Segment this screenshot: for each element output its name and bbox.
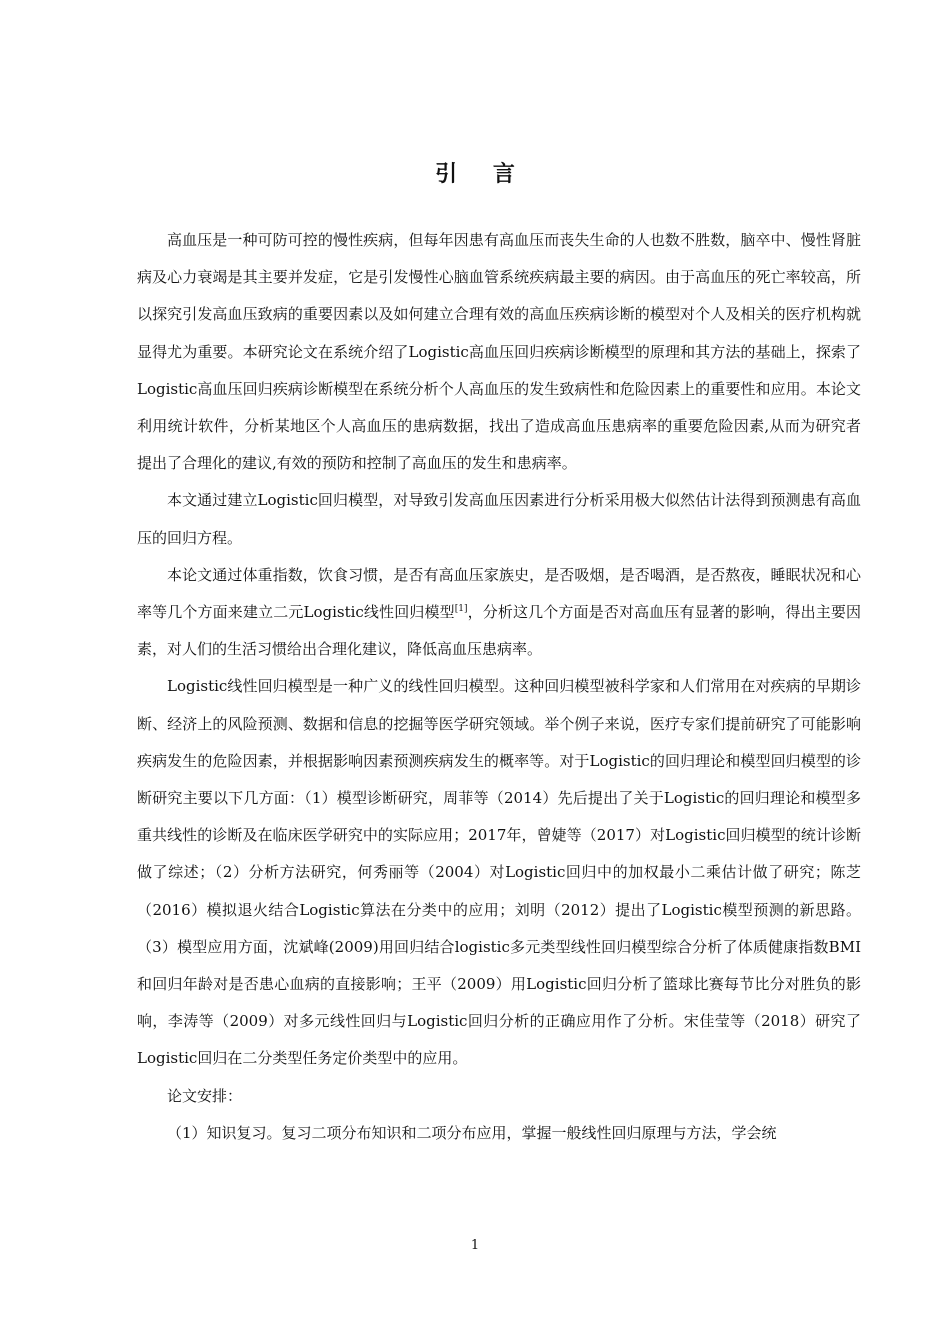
page-number: 1 bbox=[470, 1238, 480, 1253]
paragraph-6: （1）知识复习。复习二项分布知识和二项分布应用，掌握一般线性回归原理与方法，学会统 bbox=[167, 1123, 777, 1142]
paragraph-3-text-b: ，分析这几个方面是否对高血压有显著的影响，得出主要因素，对人们的生活习惯给出合理化建议，降低高血压患病率。 bbox=[137, 603, 861, 659]
section-heading: 引 言 bbox=[435, 162, 529, 187]
paragraph-2: 本文通过建立Logistic回归模型，对导致引发高血压因素进行分析采用极大似然估计法得到预测患有高血压的回归方程。 bbox=[137, 491, 861, 547]
body-text bbox=[137, 222, 861, 1152]
paragraph-3 bbox=[137, 557, 861, 669]
citation-reference[interactable]: [1] bbox=[454, 604, 468, 615]
paragraph-5: 论文安排： bbox=[167, 1086, 243, 1105]
paragraph-4: Logistic线性回归模型是一种广义的线性回归模型。这种回归模型被科学家和人们常用在对疾病的早期诊断、经济上的风险预测、数据和信息的挖掘等医学研究领域。举个例子来说，医疗专家们提前研究了可能影响疾病发生的危险因素，并根据影响因素预测疾病发生的概率等。对于Logistic的回归理论和模型回归模型的诊断研究主要以下几方面：（1）模型诊断研究，周菲等（2014）先后提出了关于Logistic的回归理论和模型多重共线性的诊断及在临床医学研究中的实际应用；2017年，曾婕等（2017）对Logistic回归模型的统计诊断做了综述；（2）分析方法研究，何秀丽等（2004）对Logistic回归中的加权最小二乘估计做了研究；陈芝（2016）模拟退火结合Logistic算法在分类中的应用；刘明（2012）提出了Logistic模型预测的新思路。（3）模型应用方面，沈斌峰(2009)用回归结合logistic多元类型线性回归模型综合分析了体质健康指数BMI和回归年龄对是否患心血病的直接影响；王平（2009）用Logistic回归分析了篮球比赛每节比分对胜负的影响，李涛等（2009）对多元线性回归与Logistic回归分析的正确应用作了分析。宋佳莹等（2018）研究了Logistic回归在二分类型任务定价类型中的应用。 bbox=[137, 677, 861, 1068]
paragraph-1: 高血压是一种可防可控的慢性疾病，但每年因患有高血压而丧失生命的人也数不胜数，脑卒中、慢性肾脏病及心力衰竭是其主要并发症，它是引发慢性心脑血管系统疾病最主要的病因。由于高血压的死亡率较高，所以探究引发高血压致病的重要因素以及如何建立合理有效的高血压疾病诊断的模型对个人及相关的医疗机构就显得尤为重要。本研究论文在系统介绍了Logistic高血压回归疾病诊断模型的原理和其方法的基础上，探索了Logistic高血压回归疾病诊断模型在系统分析个人高血压的发生致病性和危险因素上的重要性和应用。本论文利用统计软件，分析某地区个人高血压的患病数据，找出了造成高血压患病率的重要危险因素,从而为研究者提出了合理化的建议,有效的预防和控制了高血压的发生和患病率。 bbox=[137, 231, 861, 473]
paragraph-3-text-a: 本论文通过体重指数，饮食习惯，是否有高血压家族史，是否吸烟，是否喝酒，是否熬夜，睡眠状况和心率等几个方面来建立二元Logistic线性回归模型 bbox=[137, 565, 861, 622]
